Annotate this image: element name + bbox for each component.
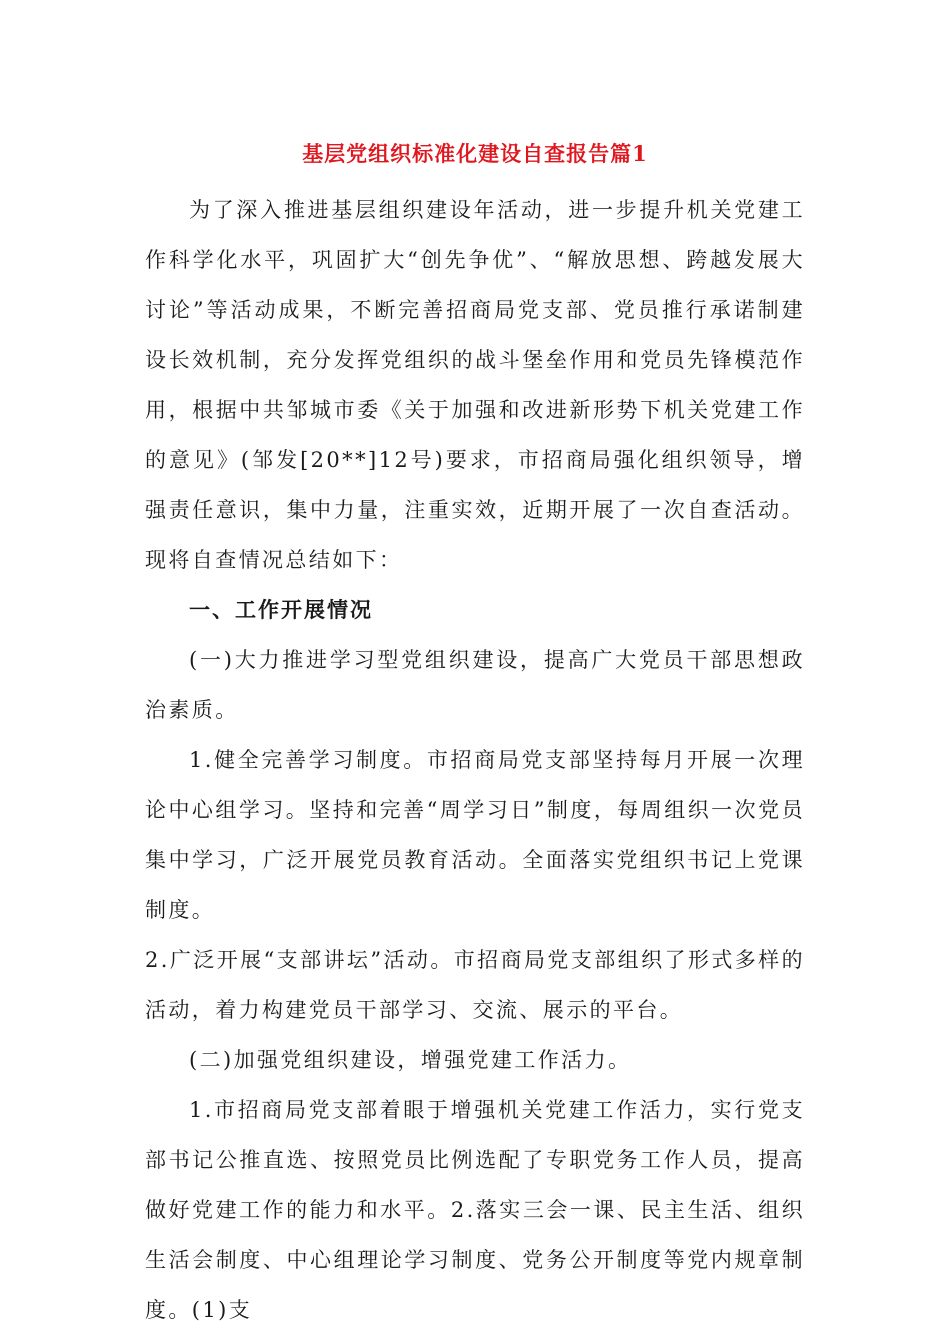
subsection-heading-2: (二)加强党组织建设，增强党建工作活力。 [189, 1048, 632, 1072]
subsection-heading-1: (一)大力推进学习型党组织建设，提高广大党员干部思想政治素质。 [145, 648, 805, 722]
intro-paragraph: 为了深入推进基层组织建设年活动，进一步提升机关党建工作科学化水平，巩固扩大“创先争优”、“解放思想、跨越发展大讨论”等活动成果，不断完善招商局党支部、党员推行承诺制建设长效机制，充分发挥党组织的战斗堡垒作用和党员先锋模范作用，根据中共邹城市委《关于加强和改进新形势下机关党建工作的意见》(邹发[20**]12号)要求，市招商局强化组织领导，增强责任意识，集中力量，注重实效，近期开展了一次自查活动。现将自查情况总结如下： [145, 198, 805, 572]
subsection-1-paragraph-1: 1.健全完善学习制度。市招商局党支部坚持每月开展一次理论中心组学习。坚持和完善“周学习日”制度，每周组织一次党员集中学习，广泛开展党员教育活动。全面落实党组织书记上党课制度。 [145, 748, 805, 922]
document-title: 基层党组织标准化建设自查报告篇1 [302, 141, 648, 166]
subsection-1-paragraph-2: 2.广泛开展“支部讲坛”活动。市招商局党支部组织了形式多样的活动，着力构建党员干部学习、交流、展示的平台。 [145, 948, 805, 1022]
subsection-2-paragraph-1: 1.市招商局党支部着眼于增强机关党建工作活力，实行党支部书记公推直选、按照党员比例选配了专职党务工作人员，提高做好党建工作的能力和水平。2.落实三会一课、民主生活、组织生活会制度、中心组理论学习制度、党务公开制度等党内规章制度。(1)支 [145, 1098, 805, 1322]
section-heading-1: 一、工作开展情况 [189, 597, 373, 622]
document-page [145, 137, 805, 1335]
